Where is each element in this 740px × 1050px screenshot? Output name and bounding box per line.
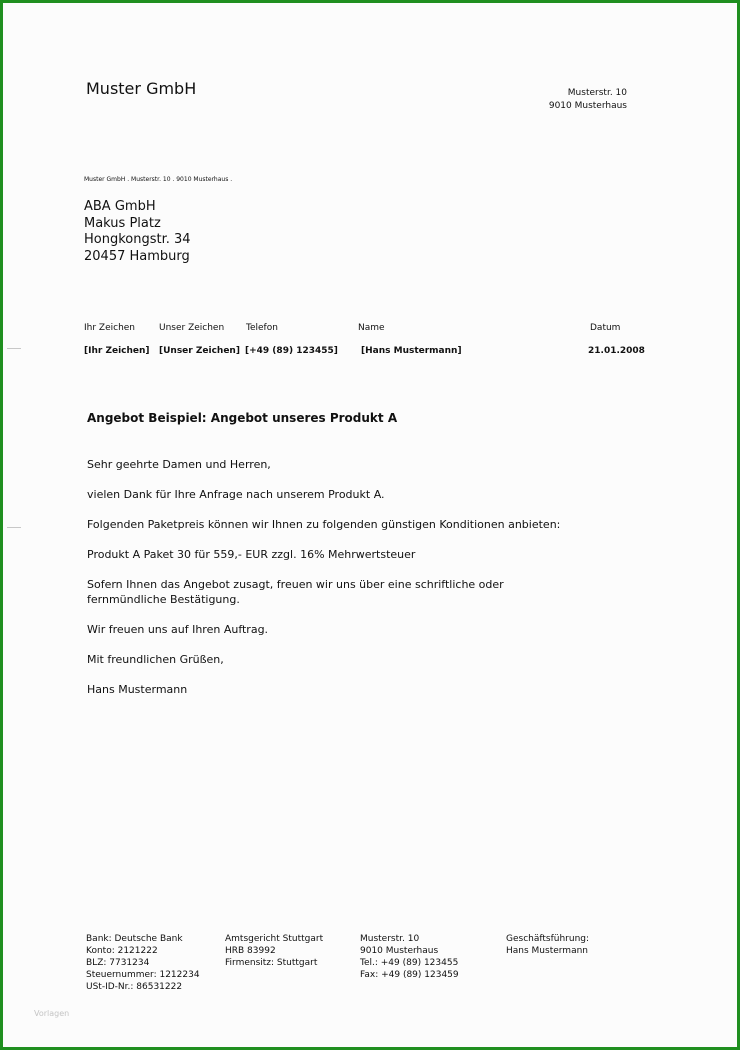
signature: Hans Mustermann [87, 683, 188, 696]
body-paragraph-2: Folgenden Paketpreis können wir Ihnen zu folgenden günstigen Konditionen anbieten: [87, 518, 561, 531]
company-address-street: Musterstr. 10 [567, 88, 627, 98]
company-name: Muster GmbH [86, 79, 197, 98]
footer-bank-code: BLZ: 7731234 [86, 958, 150, 968]
letter-subject: Angebot Beispiel: Angebot unseres Produkt A [87, 411, 398, 425]
body-paragraph-5: Wir freuen uns auf Ihren Auftrag. [87, 623, 269, 636]
footer-contact-city: 9010 Musterhaus [360, 946, 439, 956]
ref-value-ihr-zeichen: [Ihr Zeichen] [84, 346, 150, 356]
closing: Mit freundlichen Grüßen, [87, 653, 224, 666]
footer-management-name: Hans Mustermann [506, 946, 588, 956]
footer-contact-fax: Fax: +49 (89) 123459 [360, 970, 459, 980]
watermark: Vorlagen [34, 1009, 70, 1018]
ref-label-ihr-zeichen: Ihr Zeichen [84, 323, 136, 333]
body-paragraph-3: Produkt A Paket 30 für 559,- EUR zzgl. 16% Mehrwertsteuer [87, 548, 416, 561]
ref-label-telefon: Telefon [246, 323, 278, 333]
footer-court-seat: Firmensitz: Stuttgart [225, 958, 318, 968]
footer-bank-name: Bank: Deutsche Bank [86, 934, 183, 944]
body-paragraph-4 [87, 578, 504, 607]
footer-management-label: Geschäftsführung: [506, 934, 590, 944]
footer-court [225, 933, 323, 969]
ref-value-datum: 21.01.2008 [588, 346, 645, 356]
footer-vat-id: USt-ID-Nr.: 86531222 [86, 982, 183, 992]
ref-value-unser-zeichen: [Unser Zeichen] [159, 346, 240, 356]
ref-label-datum: Datum [590, 323, 621, 333]
ref-label-name: Name [358, 323, 385, 333]
footer-court-register: HRB 83992 [225, 946, 276, 956]
footer-bank-account: Konto: 2121222 [86, 946, 158, 956]
body-paragraph-4-line-1: Sofern Ihnen das Angebot zusagt, freuen wir uns über eine schriftliche oder [87, 578, 504, 591]
footer-management [506, 933, 589, 957]
footer-contact-phone: Tel.: +49 (89) 123455 [360, 958, 459, 968]
salutation: Sehr geehrte Damen und Herren, [87, 458, 271, 471]
footer-contact-street: Musterstr. 10 [360, 934, 420, 944]
recipient-city: 20457 Hamburg [84, 248, 190, 264]
footer-bank [86, 933, 200, 993]
body-paragraph-4-line-2: fernmündliche Bestätigung. [87, 592, 240, 606]
footer-court-name: Amtsgericht Stuttgart [225, 934, 324, 944]
footer-contact [360, 933, 459, 981]
recipient-contact: Makus Platz [84, 215, 161, 231]
punch-mark [7, 527, 21, 528]
ref-label-unser-zeichen: Unser Zeichen [159, 323, 225, 333]
fold-mark [7, 348, 21, 349]
company-address [549, 87, 627, 112]
ref-value-telefon: [+49 (89) 123455] [245, 346, 338, 356]
ref-value-name: [Hans Mustermann] [361, 346, 462, 356]
recipient-street: Hongkongstr. 34 [84, 232, 191, 247]
sender-line: Muster GmbH . Musterstr. 10 . 9010 Musterhaus . [84, 176, 233, 183]
recipient-address [84, 199, 191, 265]
body-paragraph-1: vielen Dank für Ihre Anfrage nach unserem Produkt A. [87, 488, 385, 501]
company-address-city: 9010 Musterhaus [548, 100, 627, 111]
recipient-company: ABA GmbH [84, 199, 156, 214]
footer-tax-number: Steuernummer: 1212234 [86, 970, 200, 980]
